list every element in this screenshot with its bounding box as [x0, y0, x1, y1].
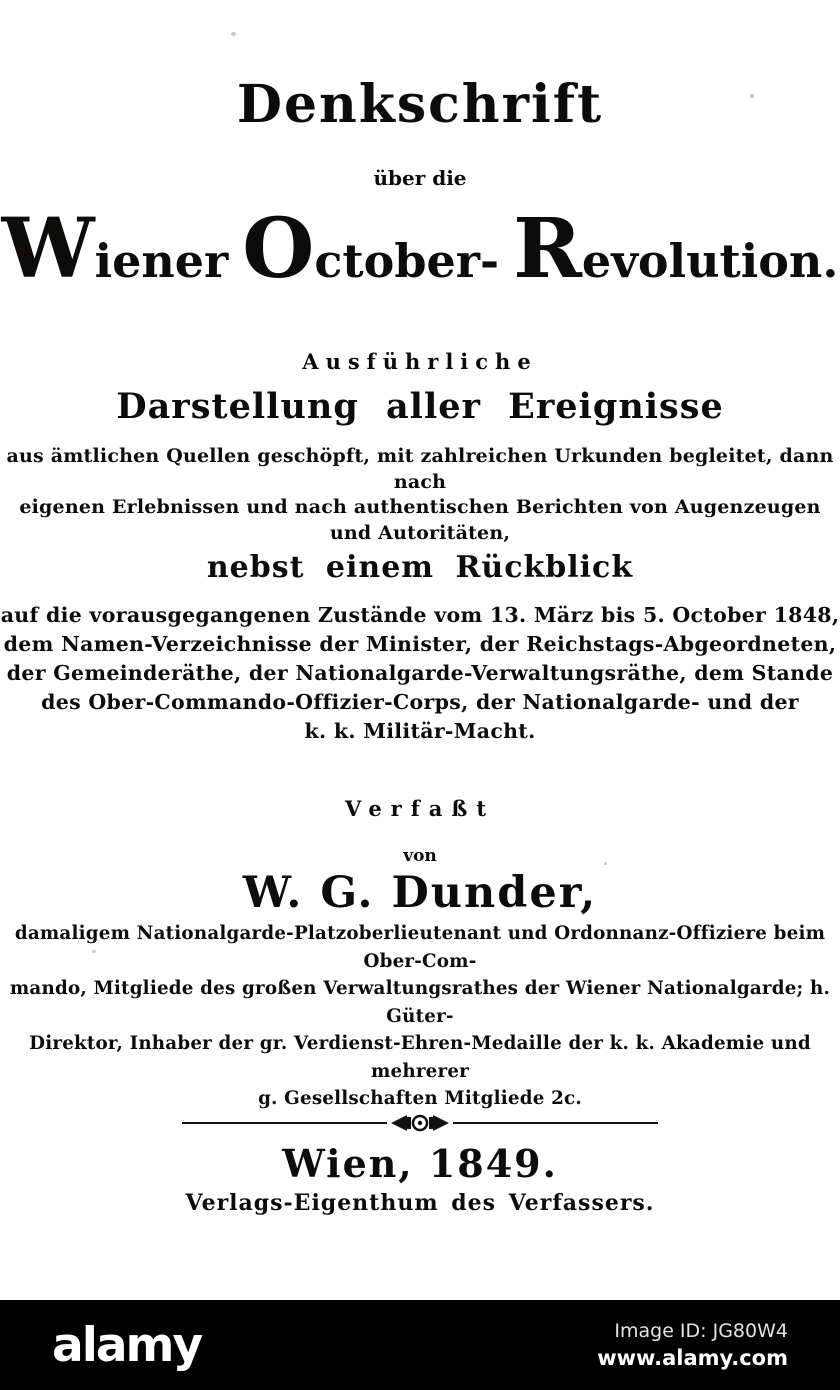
retrospect-line: des Ober-Commando-Offizier-Corps, der Nationalgarde- und der [41, 690, 799, 714]
description-line: und Autoritäten, [329, 521, 511, 544]
imprint-place-year: Wien, 1849. [282, 1141, 558, 1186]
credential-line: Direktor, Inhaber der gr. Verdienst-Ehren-Medaille der k. k. Akademie und mehrerer [29, 1033, 811, 1082]
imprint-rights: Verlags-Eigenthum des Verfassers. [185, 1190, 655, 1216]
book-title: Denkschrift [236, 74, 604, 135]
scan-speck [604, 862, 607, 865]
retrospect-paragraph [0, 601, 840, 746]
main-title-word: Wiener [1, 199, 229, 297]
divider-rule-left [182, 1122, 387, 1125]
watermark-image-id: Image ID: JG80W4 [614, 1320, 788, 1342]
scan-speck [231, 32, 236, 36]
main-title-word: October- [242, 199, 500, 297]
description-line: aus ämtlichen Quellen geschöpft, mit zahlreichen Urkunden begleitet, dann nach [6, 445, 834, 493]
watermark-url: www.alamy.com [597, 1346, 788, 1370]
description-paragraph [0, 444, 840, 546]
scan-speck [92, 950, 96, 953]
main-title [0, 199, 840, 320]
subtitle-kicker: Ausführliche [302, 349, 538, 374]
watermark-info [597, 1320, 788, 1370]
alamy-logo: alamy [52, 1317, 202, 1373]
retrospect-line: k. k. Militär-Macht. [304, 719, 536, 743]
scan-speck [750, 94, 754, 98]
credential-line: mando, Mitgliede des großen Verwaltungsrathes der Wiener Nationalgarde; h. Güter- [9, 978, 831, 1027]
description-line: eigenen Erlebnissen und nach authentischen Berichten von Augenzeugen [19, 496, 821, 518]
byline-verfasst: Verfaßt [344, 796, 496, 821]
credential-line: damaligem Nationalgarde-Platzoberlieutenant und Ordonnanz-Offiziere beim Ober-Com- [14, 923, 826, 972]
divider-rule-right [453, 1122, 658, 1125]
bowtie-ornament-icon [389, 1112, 451, 1134]
retrospect-heading: nebst einem Rückblick [206, 550, 634, 585]
ornamental-divider [0, 1112, 840, 1134]
over-line: über die [373, 166, 467, 190]
author-credentials [0, 920, 840, 1113]
retrospect-line: der Gemeinderäthe, der Nationalgarde-Verwaltungsräthe, dem Stande [6, 661, 834, 685]
author-name: W. G. Dunder, [242, 868, 598, 918]
retrospect-line: auf die vorausgegangenen Zustände vom 13. März bis 5. October 1848, [0, 603, 840, 627]
credential-line: g. Gesellschaften Mitgliede 2c. [258, 1088, 582, 1109]
subtitle-heading: Darstellung aller Ereignisse [116, 386, 724, 427]
watermark-bar [0, 1300, 840, 1390]
main-title-word: Revolution. [513, 199, 839, 297]
retrospect-line: dem Namen-Verzeichnisse der Minister, der Reichstags-Abgeordneten, [3, 632, 837, 656]
byline-von: von [403, 846, 437, 866]
